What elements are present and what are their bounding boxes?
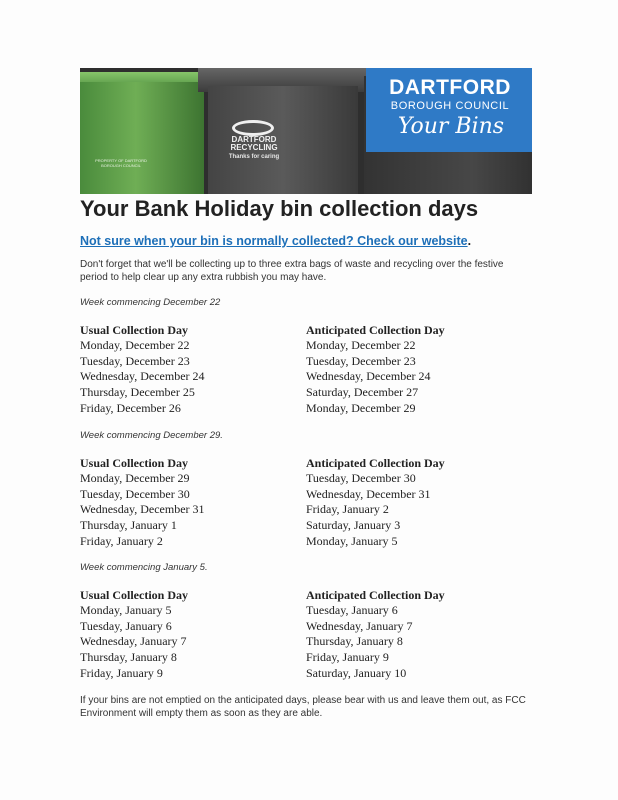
usual-day: Tuesday, January 6 — [80, 618, 172, 633]
anticipated-column — [306, 455, 445, 549]
your-bins-tagline: Your Bins — [397, 114, 505, 139]
council-logo-box — [366, 68, 532, 152]
anticipated-day: Monday, January 5 — [306, 533, 398, 548]
anticipated-column-header: Anticipated Collection Day — [306, 456, 445, 470]
week-label: Week commencing January 5. — [80, 562, 208, 573]
bin-logo-sub: Thanks for caring — [228, 154, 280, 160]
bin-logo-line1: DARTFORD — [231, 135, 277, 144]
anticipated-day: Monday, December 22 — [306, 338, 416, 352]
council-name: DARTFORD — [389, 76, 511, 99]
usual-column — [80, 322, 205, 416]
usual-day: Wednesday, December 31 — [80, 502, 205, 517]
usual-day: Friday, January 9 — [80, 665, 163, 680]
usual-day: Monday, December 29 — [80, 471, 190, 485]
usual-day: Tuesday, December 30 — [80, 486, 190, 501]
anticipated-column — [306, 322, 445, 416]
usual-column-header: Usual Collection Day — [80, 323, 188, 337]
page-title: Your Bank Holiday bin collection days — [80, 196, 479, 221]
usual-day: Monday, January 5 — [80, 603, 172, 617]
website-link-line — [80, 232, 471, 250]
usual-day: Tuesday, December 23 — [80, 353, 190, 368]
usual-day: Friday, December 26 — [80, 400, 181, 415]
usual-column — [80, 587, 188, 681]
anticipated-day: Monday, December 29 — [306, 400, 416, 415]
anticipated-column-header: Anticipated Collection Day — [306, 588, 445, 602]
usual-day: Thursday, January 8 — [80, 650, 177, 665]
anticipated-day: Wednesday, December 24 — [306, 369, 431, 384]
anticipated-day: Tuesday, December 23 — [306, 353, 416, 368]
council-subtitle: BOROUGH COUNCIL — [390, 100, 510, 112]
week-label: Week commencing December 29. — [80, 430, 223, 441]
anticipated-day: Saturday, January 3 — [306, 518, 401, 533]
header-banner — [80, 68, 532, 194]
bin-logo-line2: RECYCLING — [230, 143, 278, 152]
usual-day: Thursday, December 25 — [80, 385, 195, 400]
anticipated-day: Thursday, January 8 — [306, 634, 403, 649]
anticipated-day: Wednesday, December 31 — [306, 486, 431, 501]
usual-day: Thursday, January 1 — [80, 518, 177, 533]
green-bin-image — [80, 82, 204, 194]
anticipated-column-header: Anticipated Collection Day — [306, 323, 445, 337]
usual-column — [80, 455, 205, 549]
usual-column-header: Usual Collection Day — [80, 456, 188, 470]
recycling-logo-icon — [232, 120, 274, 136]
anticipated-day: Friday, January 2 — [306, 502, 389, 517]
usual-day: Wednesday, January 7 — [80, 634, 187, 649]
website-link[interactable]: Not sure when your bin is normally collected? Check our website — [80, 234, 468, 248]
week-label: Week commencing December 22 — [80, 297, 221, 308]
usual-column-header: Usual Collection Day — [80, 588, 188, 602]
usual-day: Friday, January 2 — [80, 533, 163, 548]
anticipated-day: Tuesday, January 6 — [306, 603, 398, 617]
usual-day: Wednesday, December 24 — [80, 369, 205, 384]
anticipated-day: Saturday, January 10 — [306, 665, 407, 680]
anticipated-day: Friday, January 9 — [306, 650, 389, 665]
anticipated-column — [306, 587, 445, 681]
anticipated-day: Wednesday, January 7 — [306, 618, 413, 633]
usual-day: Monday, December 22 — [80, 338, 190, 352]
website-link-suffix: . — [467, 234, 472, 248]
anticipated-day: Tuesday, December 30 — [306, 471, 416, 485]
intro-paragraph: Don't forget that we'll be collecting up to three extra bags of waste and recycling over the festive period to help clear up any extra rubbish you may have. — [80, 259, 504, 283]
anticipated-day: Saturday, December 27 — [306, 385, 419, 400]
footer-note: If your bins are not emptied on the anticipated days, please bear with us and leave them out, as FCC Environment will empty them as soon as they are able. — [80, 695, 526, 719]
bin-sticker: PROPERTY OF DARTFORD BOROUGH COUNCIL — [95, 158, 147, 168]
bin-logo-text — [220, 136, 288, 152]
